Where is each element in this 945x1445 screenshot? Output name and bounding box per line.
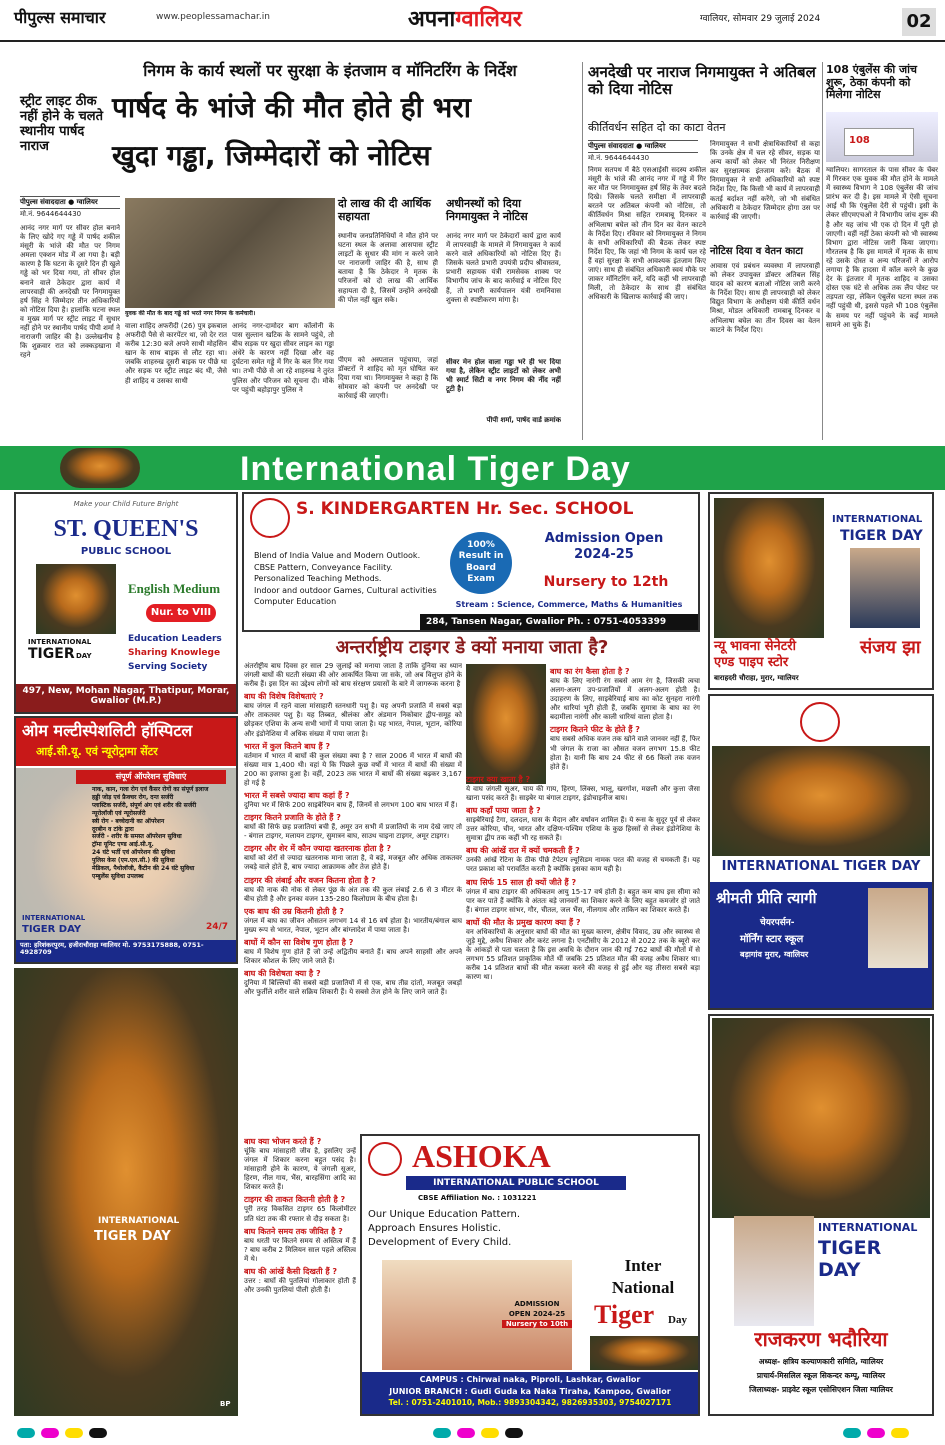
tiger-left-credit: BP xyxy=(220,1400,231,1408)
article-a: दुनिया भर में सिर्फ 200 साइबेरियन बाघ हैं, जिनमें से लगभग 100 बाघ भारत में हैं। xyxy=(244,801,458,810)
ashoka-tiger-1: Inter xyxy=(624,1256,662,1275)
rajkaran-itd-2: TIGER DAY xyxy=(818,1237,882,1281)
preeti-title: चेयरपर्सन- xyxy=(760,918,795,928)
site-url[interactable]: www.peoplessamachar.in xyxy=(156,12,270,22)
stq-line-2: Sharing Knowlege xyxy=(128,648,221,658)
ashoka-logo-icon xyxy=(368,1142,402,1176)
story2-sub2: नोटिस दिया व वेतन काटा xyxy=(710,246,804,257)
stq-medium: English Medium xyxy=(128,581,221,596)
story2-body-c: आवास एवं प्रबंधन व्यवस्था में लापरवाही को लेकर उपायुक्त डॉक्टर अतिबल सिंह यादव को कारण बताओ नोटिस जारी करने के निर्देश दिए। साथ ही लापरवाही को लेकर विद्युत विभाग के अधीक्षण यंत्री कीर्ति वर्धन मिश्रा, मोडल अधिकारी रामबाबू दिनकर व अभिलाषा बघेल का तीन दिवस का वेतन काटने के निर्देश दिए। xyxy=(710,262,820,334)
article-a: ये वाघ जंगली सूअर, चाय की गाय, हिरण, लिंक्स, भालू, खरगोश, मछली और कुत्ता जैसा खाना पसंद करते हैं। साइबेर या बंगाल टाइगर, इंडोचाइनीज बाघ। xyxy=(466,784,700,802)
article-title: अन्तर्राष्ट्रीय टाइगर डे क्यों मनाया जाता है? xyxy=(335,637,609,658)
box2-head: अधीनस्थों को दिया निगमायुक्त ने नोटिस xyxy=(446,197,528,223)
stq-tag: Make your Child Future Bright xyxy=(73,500,179,508)
lead-body-1: आनंद नगर मार्ग पर सीवर होल बनाने के लिए खोदे गए गड्ढे में पार्षद शकील मंसूरी के भांजे की मौत पर निगम अमला एक्शन मोड में आ गया है। बड़ी कारण है कि घटना के दूसरे दिन ही खुले गड्ढे को भर दिया गया, तो सीवर होल बनाने वाले ठेकेदार द्वारा कार्य में लापरवाही की अनदेखी पर निगमायुक्त हर्ष सिंह ने जिम्मेदार तीन अधिकारियों को नोटिस दिया है। हालांकि घटना स्थल व मुख्य मार्ग पर स्ट्रीट लाइट में सुधार नहीं होने पर स्थानीय पार्षद पीपी शर्मा ने नाराजगी जाहिर की है। उल्लेखनीय है कि शुक्रवार रात को लक्कड़खाना में रहने xyxy=(20,224,120,360)
kg-feature-5: Computer Education xyxy=(254,597,337,607)
lead-headline-1: पार्षद के भांजे की मौत होते ही भरा xyxy=(112,91,471,124)
ashoka-campus: CAMPUS : Chirwai naka, Piproli, Lashkar, Gwalior xyxy=(419,1375,641,1384)
page-number: 02 xyxy=(902,8,936,36)
article-q: बाघ कहाँ पाया जाता है ? xyxy=(466,806,541,816)
stq-classes: Nur. to VIII xyxy=(146,604,216,622)
kg-badge-2: Result in xyxy=(458,551,504,562)
ashoka-name: ASHOKA xyxy=(412,1138,551,1174)
article-a: वर्तमान में भारत में बाघों की कुल संख्या क्या है ? साल 2006 में भारत में बाघों की संख्या मात्र 1,400 थी। वहां ये कि पिछले कुछ वर्षों में भारत में बाघों की संख्या में 200 का इजाफा हुआ है। वहीं, 2023 तक भारत में बाघों की संख्या बढ़कर 3,167 हो गई है xyxy=(244,751,462,787)
om-service: स्त्री रोग - बच्चेदानी का ऑपरेशन xyxy=(92,817,165,825)
col-divider-2 xyxy=(822,62,823,440)
article-q: बाघ की विशेष विशेषताएं ? xyxy=(244,692,324,702)
article-col-2 xyxy=(466,664,700,1134)
om-services-title: संपूर्ण ऑपरेशन सुविधाएं xyxy=(76,770,226,784)
rajkaran-line-1: अध्यक्ष- क्षत्रिय कल्याणकारी समिति, ग्वालियर xyxy=(758,1357,884,1366)
preeti-addr: बड़ागांव मुरार, ग्वालियर xyxy=(740,950,809,959)
om-sub: आई.सी.यू. एवं न्यूरोट्रामा सेंटर xyxy=(36,745,158,758)
reg-dot xyxy=(843,1428,861,1438)
article-a: जंगल में बाघ का जीवन औसतन लगभग 14 से 16 वर्ष होता है। भारतीय/बंगाल बाघ मुख्य रूप से भारत, नेपाल, भूटान और बांग्लादेश में पाया जाता है। xyxy=(244,916,462,934)
kg-feature-2: CBSE Pattern, Conveyance Facility. xyxy=(254,562,393,572)
reg-dot xyxy=(65,1428,83,1438)
ashoka-bullet: Our Unique Education Pattern. xyxy=(368,1209,521,1220)
om-service: 24 घंटे भर्ती एवं ऑपरेशन की सुविधा xyxy=(92,849,176,857)
ambulance-photo xyxy=(826,112,938,162)
ambulance-label: 108 xyxy=(849,135,870,146)
article-a: वन अधिकारियों के अनुसार बाघों की मौत का मुख्य कारण, क्षेत्रीय विवाद, उम्र और स्वास्थ्य से जुड़े मुद्दे, अवैध शिकार और करंट लगना है। एनटीसीए के 2012 से 2022 तक के ब्यूरो कर के आंकड़ों से पता चलता है कि इस अवधि के दौरान जान की गई 762 बाघों की मौतों में से लगभग 55 प्रतिशत प्राकृतिक मौतें थीं जबकि 25 प्रतिशत मौत की वजह अवैध शिकार था। करीब 14 प्रतिशत बाघों की मौत कब्जा करने की वजह से हुई और यह तीसरा सबसे बड़ा कारण था। xyxy=(466,927,700,982)
article-q: बाघ का रंग कैसा होता है ? xyxy=(550,667,630,676)
article-q: बाघ क्या भोजन करते हैं ? xyxy=(244,1137,322,1146)
om-services-list xyxy=(92,786,234,881)
preeti-school-logo-icon xyxy=(800,702,840,742)
rajkaran-name: राजकरण भदौरिया xyxy=(754,1327,888,1351)
reg-dot xyxy=(891,1428,909,1438)
stq-address: 497, New, Mohan Nagar, Thatipur, Morar, Gwalior (M.P.) xyxy=(22,686,230,707)
om-address-bar xyxy=(16,940,236,962)
box1-body-2: पीएम को अस्पताल पहुंचाया, जहां डॉक्टरों ने शाहिद को मृत घोषित कर दिया गया था। निगमायुक्त ने कहा है कि सोमवार को कंपनी पर अनदेखी पर कार्रवाई की जाएगी। xyxy=(338,356,438,401)
article-q: भारत में सबसे ज्यादा बाघ कहां हैं ? xyxy=(244,791,350,801)
box1-head: दो लाख की दी आर्थिक सहायता xyxy=(338,197,431,223)
reg-dot xyxy=(457,1428,475,1438)
lead-headline-2: खुदा गड्ढा, जिम्मेदारों को नोटिस xyxy=(112,139,431,172)
stq-itd-3: DAY xyxy=(76,652,92,660)
kg-badge-1: 100% xyxy=(467,540,495,550)
story3-headline: 108 एंबुलेंस की जांच शुरू, ठेका कंपनी को मिलेगा नोटिस xyxy=(826,63,918,102)
reg-dot xyxy=(867,1428,885,1438)
article-q: टाइगर क्या खाता है ? xyxy=(466,774,531,784)
stq-school: PUBLIC SCHOOL xyxy=(80,546,172,557)
kg-features xyxy=(254,550,454,608)
kg-name: S. KINDERGARTEN Hr. Sec. SCHOOL xyxy=(296,499,634,519)
om-address: पता: हरिशंकरपुरम, हजीराचौराहा ग्वालियर मो. 9753175888, 0751-4928709 xyxy=(20,941,204,957)
ad-st-queens[interactable] xyxy=(14,492,238,714)
ashoka-bullet: Development of Every Child. xyxy=(368,1237,512,1248)
article-q: भारत में कुल कितने बाघ हैं ? xyxy=(244,741,331,751)
article-q: बाघों की मौत के प्रमुख कारण क्या हैं ? xyxy=(466,917,581,927)
bhawna-itd-1: INTERNATIONAL xyxy=(832,514,923,525)
box2-body: आनंद नगर मार्ग पर ठेकेदारों कार्य द्वारा कार्य में लापरवाही के मामले में निगमायुक्त ने कार्य करने वाले अधिकारियों को नोटिस दिए हैं। जिसके चलते प्रभारी उपयंत्री प्रदीप श्रीवास्तव, प्रभारी सहायक यंत्री रामसेवक शाक्य पर विभागीय जांच के बाद कार्रवाई व नोटिस दिए हैं, तो प्रभारी कार्यपालन यंत्री रामनिवास शुक्ला से स्पष्टीकरण मांगा है। xyxy=(446,232,561,304)
ashoka-tiger-photo xyxy=(590,1336,698,1370)
ashoka-footer xyxy=(362,1372,698,1414)
article-q: बाघों में कौन सा विशेष गुण होता है ? xyxy=(244,937,354,947)
kg-admission: Admission Open xyxy=(544,531,664,546)
story2-sub: कीर्तिवर्धन सहित दो का काटा वेतन xyxy=(588,121,726,134)
kg-logo-icon xyxy=(250,498,290,538)
reg-dots-right xyxy=(840,1428,912,1441)
ashoka-tiger-2: National xyxy=(611,1278,675,1297)
stq-line-1: Education Leaders xyxy=(128,634,222,644)
article-a: बाघ धरती पर कितने समय से अस्तित्व में हैं ? बाघ करीब 2 मिलियन साल पहले अस्तित्व में थे। xyxy=(244,1236,356,1263)
article-a: बाघ की नाक की नोक से लेकर पूंछ के अंत तक की कुल लंबाई 2.6 से 3 मीटर के बीच होती है और इनका वजन 135-280 किलोग्राम के बीच होता है। xyxy=(244,885,462,903)
kg-badge-3: Board xyxy=(466,562,496,573)
tiger-day-band xyxy=(0,446,945,490)
preeti-tiger-photo xyxy=(712,746,930,856)
ad-bhawna[interactable] xyxy=(708,492,934,690)
bhawna-person-photo xyxy=(850,548,920,628)
page-header xyxy=(0,0,945,42)
story2-body-b: निगमायुक्त ने सभी क्षेत्राधिकारियों से कहा कि उनके क्षेत्र में चल रहे सीवर, सड़क या अन्य कार्यों को लेकर भी निरंतर निरीक्षण कर सुरक्षात्मक इंतजाम करें। बैठक में निगमायुक्त ने सभी अधिकारियों को स्पष्ट निर्देश दिए, कि किसी भी कार्य में लापरवाही कतई बर्दाश्त नहीं करेंगे, जो भी संबंधित अधिकारी व ठेकेदार जिम्मेदार होगा उस पर कार्रवाई की जाएगी। xyxy=(710,140,820,221)
preeti-panel xyxy=(710,882,932,1008)
ashoka-junior: JUNIOR BRANCH : Gudi Guda ka Naka Tiraha, Kampoo, Gwalior xyxy=(389,1387,671,1396)
bhawna-addr: बाराहदरी चौराहा, मुरार, ग्वालियर xyxy=(714,674,799,682)
reg-dot xyxy=(481,1428,499,1438)
article-q: बाघ की आंखें कैसी दिखती हैं ? xyxy=(244,1266,338,1276)
om-service: मेडिकल, पैथोलॉजी, कैंटीन की 24 घंटे सुविधा xyxy=(92,865,195,873)
article-a: बाघों को शेरों से ज्यादा खतरनाक माना जाता है, वे बड़े, मजबूत और अधिक ताकतवर जबड़े वाले होते हैं, बाघ ज्यादा आक्रामक और तेज होते हैं। xyxy=(244,854,462,872)
kg-address-bar xyxy=(420,614,698,630)
lead-body-3: आनंद नगर-दामोदर बाग कॉलोनी के पास सुल्तान खटिक के सामने पहुंचे, तो बीच सड़क पर खुदा सीवर लाइन का गड्ढा अंधेरे के कारण नहीं दिखा और वह दुर्घटना समेत गड्ढे में गिर के बल गिर गया था। तभी पीछे से आ रहे शाहरुख ने तुरंत पुलिस और परिजन को सूचना दी। मौके पर पहुंची बहोड़ापुर पुलिस ने xyxy=(232,322,334,394)
ashoka-adm-2: OPEN 2024-25 xyxy=(508,1310,566,1318)
ashoka-bullets xyxy=(368,1208,588,1250)
preeti-photo xyxy=(868,888,928,968)
article-q: टाइगर की लंबाई और वजन कितना होता है ? xyxy=(244,875,376,885)
tiger-icon xyxy=(60,448,140,488)
article-a: चूंकि बाघ मांसाहारी जीव है, इसलिए उन्हें जंगल में शिकार करना बहुत पसंद है। मांसाहारी होने के कारण, ये जंगली सूअर, हिरण, नील गाय, भैंस, बारहसिंगा आदि का शिकार करते हैं। xyxy=(244,1147,356,1192)
kg-feature-1: Blend of India Value and Modern Outlook. xyxy=(254,551,421,560)
article-a: दुनिया में बिल्लियों की सबसे बड़ी प्रजातियों में से एक, बाघ तीव्र दांतों, मजबूत जबड़ों और फुर्तीले शरीर वाले सक्रिय शिकारी हैं। ये सबसे तेज होने के लिए जाने जाते हैं। xyxy=(244,979,462,997)
reg-dot xyxy=(41,1428,59,1438)
om-service: नाक, कान, गला रोग एवं कैंसर रोगों का संपूर्ण इलाज xyxy=(92,786,209,793)
dateline: ग्वालियर, सोमवार 29 जुलाई 2024 xyxy=(700,14,821,24)
band-title: International Tiger Day xyxy=(240,450,631,488)
bhawna-itd-2: TIGER DAY xyxy=(840,528,923,544)
ashoka-tiger-3: Tiger xyxy=(594,1300,655,1329)
ashoka-adm-3: Nursery to 10th xyxy=(502,1320,572,1328)
reg-dot xyxy=(433,1428,451,1438)
ashoka-adm-1: ADMISSION xyxy=(514,1300,560,1308)
ashoka-tiger-4: Day xyxy=(668,1314,687,1326)
article-q: टाइगर और शेर में कौन ज्यादा खतरनाक होता है ? xyxy=(244,844,391,854)
story2-headline: अनदेखी पर नाराज निगमायुक्त ने अतिबल को दिया नोटिस xyxy=(588,63,816,99)
reg-dots-center xyxy=(430,1428,526,1441)
article-col-1b xyxy=(244,1134,356,1416)
stq-itd-1: INTERNATIONAL xyxy=(28,638,92,646)
kg-result-badge xyxy=(450,532,512,594)
lead-quote: सीवर मेन होल वाला गड्ढा भरे ही भर दिया गया है, लेकिन स्ट्रीट लाइटों को लेकर अभी भी स्मार्ट सिटी व नगर निगम की नींद नहीं टूटी है। xyxy=(446,358,561,394)
article-q: टाइगर की ताकत कितनी होती है ? xyxy=(244,1195,346,1205)
ashoka-cbse: CBSE Affiliation No. : 1031221 xyxy=(418,1194,537,1202)
om-service: हड्डी जोड़ एवं फ्रैक्चर रोग, दन्त सर्जरी xyxy=(92,793,174,801)
kg-admission-year: 2024-25 xyxy=(574,547,634,562)
kg-nursery: Nursery to 12th xyxy=(543,574,669,590)
kg-address: 284, Tansen Nagar, Gwalior Ph. : 0751-4053399 xyxy=(426,617,667,627)
article-intro: अंतर्राष्ट्रीय बाघ दिवस हर साल 29 जुलाई को मनाया जाता है ताकि दुनिया का ध्यान जंगली बाघों की घटती संख्या की ओर आकर्षित किया जा सके, जो अब विलुप्त होने के करीब हैं। इस दिन का उद्देश्य लोगों को बाघ संरक्षण प्रयासों के बारे में जागरूक करना है xyxy=(244,662,462,689)
bhawna-shop-1: न्यू भावना सेनेटरी xyxy=(714,639,796,654)
article-a: पूरी तरह विकसित टाइगर 65 किलोमीटर प्रति घंटा तक की रफ्तार से दौड़ सकता है। xyxy=(244,1205,356,1223)
om-name: ओम मल्टीस्पेशलिटी हॉस्पिटल xyxy=(22,721,193,740)
om-service: पुलिस केस (एम.एल.सी.) की सुविधा xyxy=(92,857,175,865)
ashoka-sub: INTERNATIONAL PUBLIC SCHOOL xyxy=(406,1176,626,1190)
col-divider xyxy=(582,62,583,440)
article-a: जंगल में बाघ टाइगर की अधिकतम आयु 15-17 वर्ष होती है। बहुत कम बाघ इस सीमा को पार कर पाते हैं क्योंकि वे अंततः बड़े जानवरों का शिकार करने के लिए बहुत कमजोर हो जाते हैं। बंगाल टाइगर सांभर, गौर, चीतल, जल भैंस, नीलगाय और ताकिन का शिकार करते हैं। xyxy=(466,887,700,914)
section-title-a: अपना xyxy=(408,7,456,32)
article-a: उत्तर : बाघों की पुतलियां गोलाकार होती हैं और उनकी पुतलियां पीली होती हैं। xyxy=(244,1276,356,1295)
reg-dot xyxy=(505,1428,523,1438)
tiger-left-itd-1: INTERNATIONAL xyxy=(98,1216,180,1226)
rajkaran-line-2: प्राचार्य-मिसलिल स्कूल सिकन्दर कम्पू, ग्वालियर xyxy=(756,1371,886,1380)
article-a: साइबेरियाई टैगा, दलदल, घास के मैदान और वर्षावन शामिल हैं। ये रूस के सुदूर पूर्व से लेकर उत्तर कोरिया, चीन, भारत और दक्षिण-पश्चिम एशिया के कुछ हिस्सों से लेकर इंडोनेशिया के सुमात्रा द्वीप तक कहीं भी रह सकते हैं। xyxy=(466,816,700,843)
article-q: बाघ कितने समय तक जीवित है ? xyxy=(244,1226,343,1236)
masthead-logo: पीपुल्स समाचार xyxy=(14,8,106,27)
stq-line-3: Serving Society xyxy=(128,662,208,672)
om-service: न्यूरोलॉजी एवं न्यूरोसर्जरी xyxy=(92,809,146,817)
lead-kicker: निगम के कार्य स्थलों पर सुरक्षा के इंतजाम व मॉनिटरिंग के निर्देश xyxy=(143,61,517,80)
ad-kindergarten[interactable] xyxy=(242,492,700,632)
article-q: टाइगर कितने प्रजाति के होते हैं ? xyxy=(244,813,341,823)
rajkaran-tiger-photo xyxy=(712,1018,930,1218)
om-service: ट्रॉमा यूनिट एण्ड आई.सी.यू. xyxy=(92,841,154,849)
registration-marks xyxy=(0,1420,945,1445)
stq-itd-2: TIGER xyxy=(28,646,75,662)
rajkaran-photo xyxy=(734,1216,814,1326)
section-title xyxy=(408,6,522,34)
article-a: बाघ के लिए नारंगी रंग सबसे आम रंग है, जिसकी त्वचा अलग-अलग उप-प्रजातियों में अलग-अलग होती है। उदाहरण के लिए, साइबेरियाई बाघ का कोट सुनहरा नारंगी और धारियां भूरी होती हैं, जबकि सुमात्रा के बाघ का रंग बदामीला नारंगी और काली धारियां वाला होता है। xyxy=(550,677,700,722)
article-a: बाघ में विशेष गुण होते हैं जो उन्हें अद्वितीय बनाते हैं। बाघ अपने साहसी और अपने शिकार कौशल के लिए जाने जाते हैं। xyxy=(244,947,462,965)
om-service: प्लास्टिक सर्जरी, संपूर्ण अंग एवं शरीर की सर्जरी xyxy=(92,801,197,809)
ashoka-phone: Tel. : 0751-2401010, Mob.: 9893304342, 9826935303, 9754027171 xyxy=(388,1398,672,1407)
article-q: बाघ की विशेषता क्या है ? xyxy=(244,969,321,979)
lead-quote-by: पीपी शर्मा, पार्षद वार्ड क्रमांक xyxy=(486,416,561,424)
lead-body-2: वाला शाहिद अफरीदी (26) पुत्र इकबाल अफरीदी पैसे से कारपेंटर था, जो देर रात करीब 12:30 बजे अपने साथी मोहसिन खान के साथ बाइक से लौट रहा था। जबकि शाहरुख दूसरी बाइक पर पीछे था और सड़क पर स्ट्रीट लाइट बंद थी, जैसे ही शाहिद व उसका साथी xyxy=(125,322,227,385)
kg-feature-3: Personalized Teaching Methods. xyxy=(254,574,382,584)
story2-byline: पीपुल्स संवाददाता ● ग्वालियर xyxy=(588,140,698,153)
stq-tiger-photo xyxy=(36,564,116,634)
om-itd-2: TIGER DAY xyxy=(22,924,82,935)
lead-byline: पीपुल्स संवाददाता ● ग्वालियर xyxy=(20,196,120,209)
om-badge: 24/7 xyxy=(206,922,229,932)
article-a: बाघ सबसे अधिक वजन तक खोने वाले जानवर नहीं हैं, फिर भी जंगल के राजा का औसत वजन लगभग 15.8 फीट होता है। यानी कि बाघ 24 फीट से 66 किलो तक वजन होते हैं। xyxy=(550,735,700,771)
tiger-left-itd-2: TIGER DAY xyxy=(94,1229,171,1244)
article-q: बाघ की आंखें रात में क्यों चमकती हैं ? xyxy=(466,846,580,856)
story3-body: ग्वालियर। सागरताल के पास सीवर के चेंबर में गिरकर एक युवक की मौत होने के मामले में स्वास्थ्य विभाग ने 108 एंबुलेंस की जांच प्रारंभ कर दी है। इस मामले में ऐसी सूचना आई थी कि एंबुलेंस देरी से पहुंची। इसी के लेकर सीएमएचओ ने विभागीय जांच शुरू की है और यह जांच भी एक दो दिन में पूरी हो जाएगी। वहीं नहीं ठेका कंपनी को भी स्वास्थ्य विभाग द्वारा नोटिस जारी किया जाएगा। गौरतलब है कि इस मामले में मृतक के साथ रहे उसके दोस्त व अन्य परिजनों ने आरोप लगाया है कि हादसा में कॉल करने के कुछ देर के इंतजार में मृतक शाहिद व उसका दोस्त एक घंटे से अधिक तक लैंप पोस्ट पर तड़पता रहा, लेकिन एंबुलेंस घटना स्थल तक नहीं पहुंची थी, इससे पहले भी 108 एंबुलेंस के समय पर नहीं पहुंचने के कई मामले सामने आ चुके हैं। xyxy=(826,166,938,329)
box1-body: स्थानीय जनप्रतिनिधियों ने मौत होने पर घटना स्थल के अलावा आसपास स्ट्रीट लाइटों के सुधार की मांग न करने जाने पर नाराजगी जाहिर की है, साथ ही बताया है कि ठेकेदार ने मृतक के परिजनों को दो लाख की आर्थिक सहायता दी है, जिसमें उन्होंने अनदेखी की पोल नहीं खुल सके। xyxy=(338,232,438,304)
ad-preeti[interactable] xyxy=(708,694,934,1010)
reg-dots-left xyxy=(14,1428,110,1441)
preeti-name: श्रीमती प्रीति त्यागी xyxy=(716,889,817,907)
bhawna-tiger-photo xyxy=(714,498,824,638)
story2-body: निगम सतपथ में बैठे एसआईसी सदस्य शकील मंसूरी के भांजे की आनंद नगर में गड्ढे में गिर कर मौत पर निगमायुक्त हर्ष सिंह के तेवर बदले दिखे। जिसके चलते समीक्षा में लापरवाही बरतने पर अतिबल कंपनी को नोटिस, तो कीर्तिवर्धन मिश्रा सहित रामबाबू दिनकर व अभिलाषा बघेल को तीन दिन का वेतन काटने के निर्देश दिए। रविवार को निगमायुक्त ने निगम के सभी अधिकारियों की बैठक लेकर स्पष्ट निर्देश दिए, कि जहां भी निगम के कार्य चल रहे हैं वहां सुरक्षा के सभी आवश्यक इंतजाम किए जाएं। साथ ही संबंधित अधिकारी स्वयं मौके पर जाकर मॉनिटरिंग करें, यदि कहीं भी लापरवाही मिली, तो ठेकेदार के साथ ही संबंधित अधिकारी के खिलाफ कार्रवाई की जाए। xyxy=(588,166,706,302)
article-a: बाघ जंगल में रहने वाला मांसाहारी स्तनधारी पशु है। यह अपनी प्रजाति में सबसे बड़ा और ताकतवर पशु है। यह तिब्बत, श्रीलंका और अंडमान निकोबार द्वीप-समूह को छोड़कर एशिया के अन्य सभी भागों में पाया जाता है। यह भारत, नेपाल, भूटान, कोरिया और इंडोनेशिया में अधिक संख्या में पाया जाता है। xyxy=(244,702,462,738)
lead-side-head: स्ट्रीट लाइट ठीक नहीं होने के चलते स्थानीय पार्षद नाराज xyxy=(20,94,104,154)
ad-rajkaran[interactable] xyxy=(708,1014,934,1416)
section-title-b: ग्वालियर xyxy=(455,7,522,32)
reg-dot xyxy=(17,1428,35,1438)
article-q: टाइगर कितने फीट के होते हैं ? xyxy=(550,725,640,735)
stq-name: ST. QUEEN'S xyxy=(53,516,199,542)
tiger-photo-left xyxy=(14,968,238,1416)
bhawna-person: संजय झा xyxy=(860,637,921,658)
article-q: बाघ सिर्फ 15 साल ही क्यों जीते हैं ? xyxy=(466,877,577,887)
preeti-org: मॉर्निंग स्टार स्कूल xyxy=(740,934,804,945)
om-itd-1: INTERNATIONAL xyxy=(22,914,86,922)
ad-om-hospital[interactable] xyxy=(14,716,238,964)
article-col-1 xyxy=(244,662,462,1132)
kg-badge-4: Exam xyxy=(467,573,495,584)
ad-ashoka[interactable] xyxy=(360,1134,700,1416)
preeti-itd: INTERNATIONAL TIGER DAY xyxy=(721,859,921,874)
article-a: उनकी आंखें रेटिना के ठीक पीछे टेपेटम ल्यूसिडम नामक परत की वजह से चमकती हैं। यह परत प्रकाश को परावर्तित करती है क्योंकि इसका काम यही है। xyxy=(466,856,700,874)
stq-address-bar xyxy=(16,684,236,712)
om-header xyxy=(16,718,236,766)
om-service: सर्जरी - शरीर के समस्त ऑपरेशन सुविधा xyxy=(92,833,182,841)
kg-feature-4: Indoor and outdoor Games, Cultural activities xyxy=(254,585,437,595)
kg-stream: Stream : Science, Commerce, Maths & Humanities xyxy=(455,600,683,609)
bhawna-shop-2: एण्ड पाइप स्टोर xyxy=(714,655,789,670)
article-q: एक बाघ की उम्र कितनी होती है ? xyxy=(244,906,344,916)
om-service: एम्बुलेंस सुविधा उपलब्ध xyxy=(92,872,144,880)
reg-dot xyxy=(89,1428,107,1438)
lead-photo xyxy=(125,198,335,308)
lead-mobile: मो.नं. 9644644430 xyxy=(20,210,82,218)
ashoka-bullet: Approach Ensures Holistic. xyxy=(368,1223,502,1234)
om-service: दूरबीन व टांके द्वारा xyxy=(92,825,134,833)
lead-photo-caption: युवक की मौत के बाद गड्ढे को भरते नगर निगम के कर्मचारी। xyxy=(125,310,256,317)
story2-mobile: मो.नं. 9644644430 xyxy=(588,154,650,162)
article-a: बाघों की सिर्फ छह प्रजातियां बची हैं, अमूर उन सभी में प्रजातियों के नाम देखे जाए तो - बंगाल टाइगर, मलायन टाइगर, सुमात्रन बाघ, साउथ चाइना टाइगर, अमूर टाइगर। xyxy=(244,823,462,841)
rajkaran-itd-1: INTERNATIONAL xyxy=(818,1221,918,1234)
rajkaran-line-3: जिलाध्यक्ष- प्राइवेट स्कूल एसोसिएशन जिला ग्वालियर xyxy=(749,1385,893,1394)
ambulance-icon xyxy=(844,128,914,156)
